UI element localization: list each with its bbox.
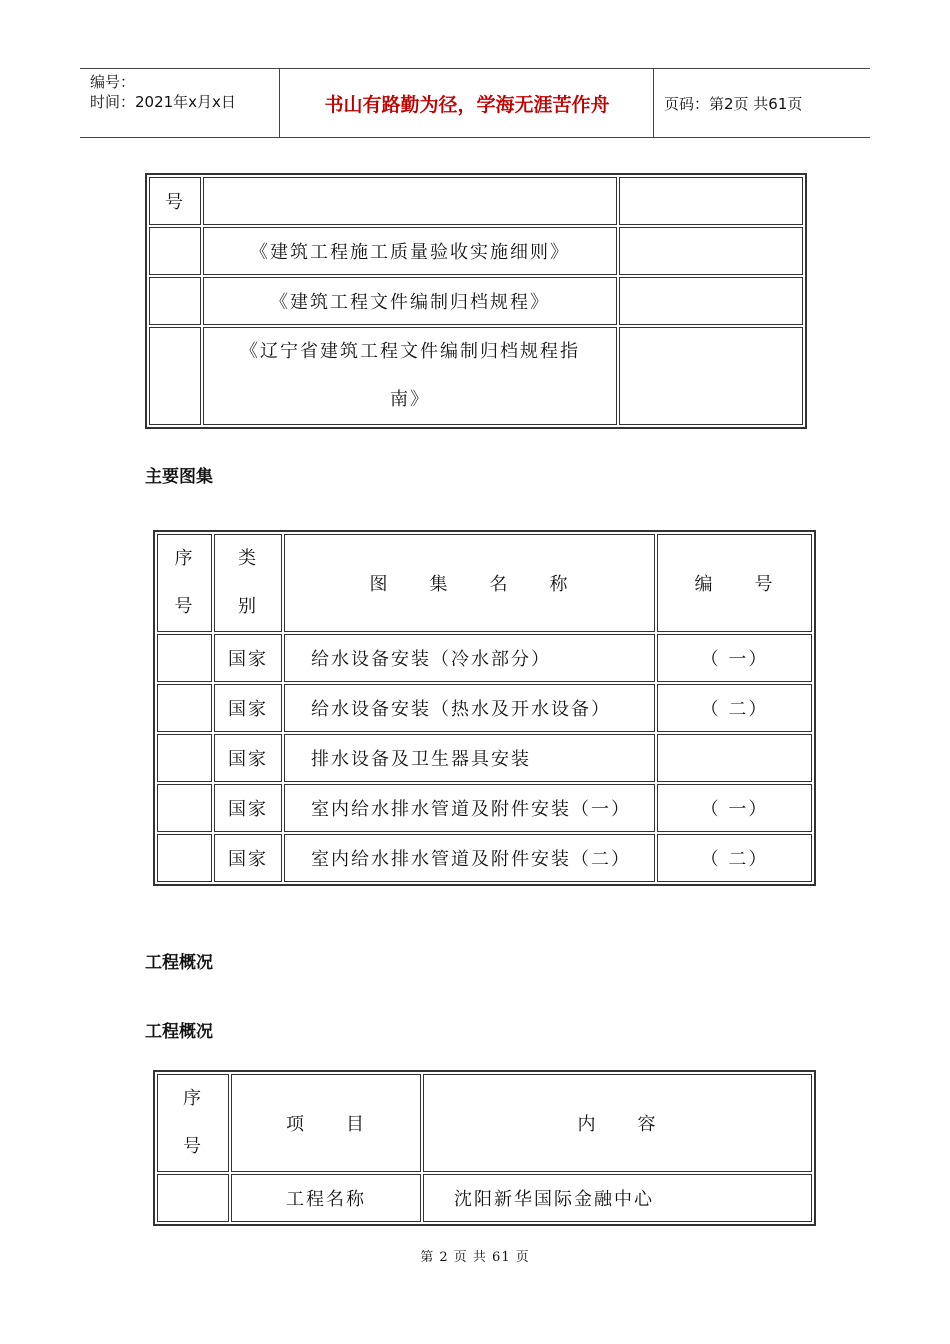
- col-seq-header: 序 号: [157, 534, 212, 632]
- table-row: [149, 327, 803, 425]
- atlas-name-cell: 排水设备及卫生器具安装: [284, 734, 655, 782]
- code-cell: （ 二）: [657, 834, 812, 882]
- atlas-table: [153, 530, 816, 886]
- category-cell: 国家: [214, 734, 282, 782]
- table-header-row: [157, 1074, 812, 1172]
- header-num: 号: [149, 177, 201, 225]
- atlas-name-cell: 给水设备安装（热水及开水设备）: [284, 684, 655, 732]
- col-content-header: 内 容: [423, 1074, 812, 1172]
- table-header-row: [157, 534, 812, 632]
- time-label: 时间：2021年x月x日: [90, 93, 236, 111]
- table-row: [157, 1174, 812, 1222]
- col-code-header: 编 号: [657, 534, 812, 632]
- table-row: [157, 634, 812, 682]
- table-row: [157, 784, 812, 832]
- content-cell: 沈阳新华国际金融中心: [423, 1174, 812, 1222]
- atlas-name-cell: 室内给水排水管道及附件安装（一）: [284, 784, 655, 832]
- code-cell: （ 一）: [657, 784, 812, 832]
- item-cell: 工程名称: [231, 1174, 421, 1222]
- overview-table: [153, 1070, 816, 1226]
- table-row: [157, 684, 812, 732]
- table-row: [157, 834, 812, 882]
- code-cell: （ 一）: [657, 634, 812, 682]
- section-heading-atlas: 主要图集: [145, 467, 213, 487]
- col-category-header: 类 别: [214, 534, 282, 632]
- table-row: [149, 277, 803, 325]
- code-cell: （ 二）: [657, 684, 812, 732]
- atlas-name-cell: 室内给水排水管道及附件安装（二）: [284, 834, 655, 882]
- code-cell: [657, 734, 812, 782]
- atlas-name-cell: 给水设备安装（冷水部分）: [284, 634, 655, 682]
- header-page-info: 页码：第2页 共61页: [664, 94, 803, 113]
- section-heading-overview: 工程概况: [145, 953, 213, 973]
- header-motto: 书山有路勤为径，学海无涯苦作舟: [281, 69, 654, 137]
- col-seq-header: 序 号: [157, 1074, 229, 1172]
- table-row: [149, 227, 803, 275]
- standards-table: [145, 173, 807, 429]
- standard-name: 《建筑工程文件编制归档规程》: [203, 277, 617, 325]
- table-row: [157, 734, 812, 782]
- category-cell: 国家: [214, 634, 282, 682]
- col-item-header: 项 目: [231, 1074, 421, 1172]
- page-header: [80, 68, 870, 138]
- col-name-header: 图 集 名 称: [284, 534, 655, 632]
- category-cell: 国家: [214, 834, 282, 882]
- category-cell: 国家: [214, 784, 282, 832]
- table-row: [149, 177, 803, 225]
- category-cell: 国家: [214, 684, 282, 732]
- page-footer: 第 2 页 共 61 页: [420, 1250, 530, 1265]
- number-label: 编号：: [90, 73, 136, 91]
- standard-name: 《建筑工程施工质量验收实施细则》: [203, 227, 617, 275]
- standard-name: 《辽宁省建筑工程文件编制归档规程指 南》: [203, 327, 617, 425]
- section-heading-overview: 工程概况: [145, 1022, 213, 1042]
- header-meta: [80, 69, 280, 137]
